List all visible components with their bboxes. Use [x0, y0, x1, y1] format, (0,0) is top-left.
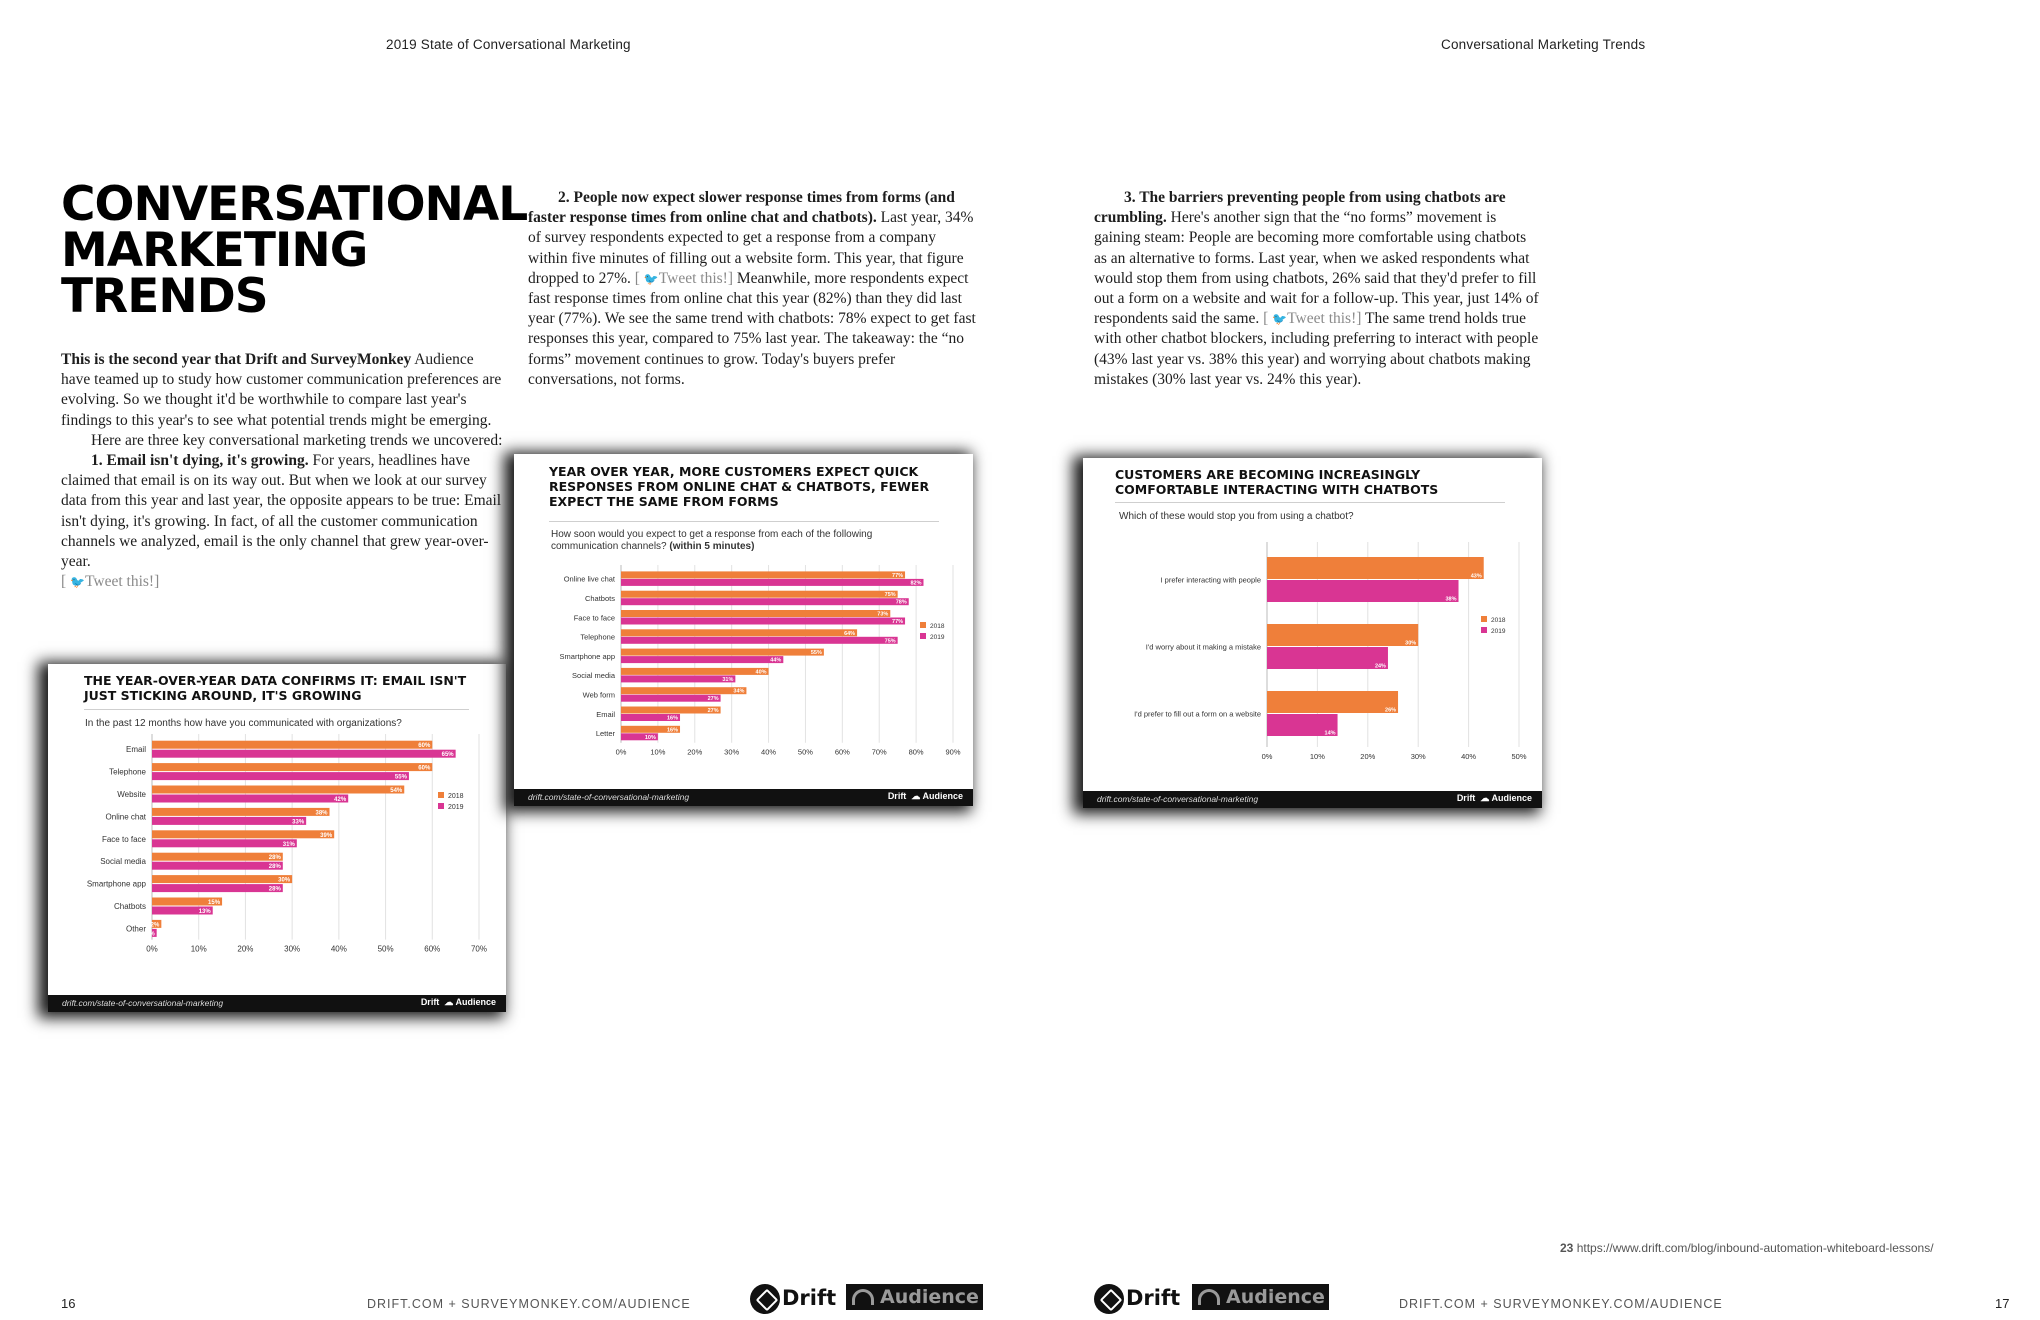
bar-2019	[621, 598, 909, 605]
legend-swatch	[920, 633, 926, 639]
cloud-icon	[852, 1289, 874, 1305]
bar-value-label: 34%	[733, 688, 745, 695]
figure-question: Which of these would stop you from using a chatbot?	[1119, 511, 1354, 522]
figure-title: THE YEAR-OVER-YEAR DATA CONFIRMS IT: EMAIL ISN'T JUST STICKING AROUND, IT'S GROWING	[84, 673, 467, 703]
x-tick-label: 0%	[615, 747, 627, 757]
bar-value-label: 2%	[150, 922, 160, 929]
x-tick-label: 30%	[724, 747, 740, 757]
x-tick-label: 60%	[424, 944, 441, 954]
bar-2018	[621, 610, 890, 617]
bar-value-label: 31%	[282, 841, 295, 848]
bar-value-label: 38%	[315, 810, 328, 817]
bar-value-label: 26%	[1385, 707, 1397, 714]
legend-swatch	[438, 792, 444, 798]
trends-intro: Here are three key conversational marketing trends we uncovered:	[91, 431, 503, 449]
bar-value-label: 28%	[268, 886, 281, 893]
bar-2018	[152, 741, 432, 749]
category-label: Other	[125, 924, 146, 934]
figure-divider	[84, 709, 469, 710]
figure-footer	[48, 995, 506, 1012]
bar-2019	[152, 862, 283, 870]
bar-2018	[621, 707, 721, 714]
intro-lead: This is the second year that Drift and SurveyMonkey	[61, 351, 412, 368]
bar-2018	[152, 875, 292, 883]
footnote-number: 23	[1560, 1241, 1574, 1255]
bar-value-label: 75%	[884, 592, 896, 599]
category-label: I'd prefer to fill out a form on a website	[1134, 709, 1261, 719]
drift-logo-icon	[750, 1284, 780, 1314]
intro-column	[61, 350, 503, 592]
bar-value-label: 65%	[441, 752, 454, 759]
figure-chatbot-blockers	[1083, 458, 1542, 808]
figure-source-url: drift.com/state-of-conversational-marketing	[62, 998, 224, 1008]
category-label: Letter	[595, 729, 615, 739]
figure-footer	[514, 789, 973, 806]
bar-2019	[1267, 580, 1459, 602]
category-label: Smartphone app	[559, 651, 615, 661]
figure-question: How soon would you expect to get a response from each of the following communication channels? (within 5 minutes)	[551, 529, 873, 552]
bar-value-label: 27%	[707, 696, 719, 703]
trend-2-column	[528, 188, 978, 390]
bar-2019	[621, 656, 783, 663]
trend-2-text-1: Last year, 34% of survey respondents expected to get a response from a company within five minutes of filling out a website form. This year, that figure dropped to 27%.	[528, 209, 974, 287]
bar-2019	[621, 579, 923, 586]
audience-mini-logo: Audience	[922, 791, 963, 801]
bar-value-label: 33%	[292, 819, 305, 826]
footnote	[1560, 1241, 1934, 1255]
footer-domains-left[interactable]: DRIFT.COM + SURVEYMONKEY.COM/AUDIENCE	[367, 1297, 691, 1311]
legend-label: 2019	[1491, 628, 1506, 635]
figure-source-url: drift.com/state-of-conversational-marketing	[1097, 794, 1259, 804]
bar-2018	[621, 571, 905, 578]
category-label: Email	[125, 745, 146, 755]
drift-logo-left: Drift	[750, 1284, 836, 1314]
bar-value-label: 30%	[278, 877, 291, 884]
x-tick-label: 90%	[945, 747, 961, 757]
x-tick-label: 0%	[146, 944, 158, 954]
x-tick-label: 80%	[908, 747, 924, 757]
x-tick-label: 40%	[330, 944, 347, 954]
bar-value-label: 13%	[198, 909, 211, 915]
bar-value-label: 27%	[707, 708, 719, 714]
bar-value-label: 44%	[770, 657, 782, 664]
bar-value-label: 78%	[895, 599, 907, 606]
legend-label: 2018	[448, 793, 464, 800]
audience-mini-logo: Audience	[455, 997, 496, 1007]
chart-chatbot-blockers	[1083, 538, 1542, 778]
trend-1-heading: 1. Email isn't dying, it's growing.	[91, 452, 309, 470]
legend-swatch	[1481, 627, 1487, 633]
category-label: Telephone	[109, 767, 146, 777]
x-tick-label: 50%	[797, 747, 813, 757]
legend-label: 2018	[930, 623, 945, 630]
category-label: I prefer interacting with people	[1160, 575, 1261, 585]
chart-email-growth	[48, 730, 506, 992]
x-tick-label: 10%	[650, 747, 666, 757]
chart-response-times	[514, 562, 973, 788]
bar-2019	[621, 675, 735, 682]
x-tick-label: 10%	[190, 944, 207, 954]
bar-value-label: 16%	[667, 727, 679, 734]
bar-value-label: 15%	[208, 900, 221, 906]
bar-value-label: 28%	[268, 855, 281, 862]
bar-value-label: 43%	[1470, 573, 1482, 580]
x-tick-label: 50%	[377, 944, 394, 954]
category-label: Chatbots	[113, 902, 146, 911]
bar-2018	[621, 668, 769, 675]
audience-mini-logo: Audience	[1491, 793, 1532, 803]
figure-response-times	[514, 454, 973, 806]
category-label: Online chat	[105, 812, 146, 822]
bar-value-label: 16%	[667, 715, 679, 722]
audience-logo-left: Audience	[846, 1284, 983, 1310]
bar-value-label: 38%	[1445, 596, 1457, 603]
legend-swatch	[920, 622, 926, 628]
bar-2018	[152, 763, 432, 771]
figure-title: YEAR OVER YEAR, MORE CUSTOMERS EXPECT QUICK RESPONSES FROM ONLINE CHAT & CHATBOTS, FEWER EXPECT THE SAME FROM FORMS	[549, 464, 930, 509]
bar-2019	[152, 795, 348, 803]
bar-2018	[1267, 691, 1398, 713]
category-label: Social media	[100, 857, 146, 867]
bar-value-label: 30%	[1405, 640, 1417, 647]
page-number-left: 16	[61, 1296, 76, 1311]
bar-2019	[152, 817, 306, 825]
bar-value-label: 54%	[390, 788, 403, 794]
running-header-right: Conversational Marketing Trends	[1441, 37, 1646, 52]
bar-value-label: 64%	[844, 630, 856, 637]
category-label: Web form	[582, 690, 615, 700]
trend-3-text-1: Here's another sign that the “no forms” movement is gaining steam: People are becoming more comfortable using chatbots as an alternative to forms. Last year, when we asked respondents what would stop them from using chatbots, 26% said that they'd prefer to fill out a form on a website and wait for a follow-up. This year, just 14% of respondents said the same.	[1094, 209, 1539, 328]
category-label: Social media	[572, 671, 615, 681]
bar-2018	[152, 808, 330, 816]
category-label: Face to face	[573, 613, 615, 623]
x-tick-label: 40%	[1461, 752, 1477, 761]
bar-value-label: 40%	[755, 669, 767, 676]
figure-footer	[1083, 791, 1542, 808]
bar-2019	[621, 695, 721, 702]
trend-3-text-2: The same trend holds true with other chatbot blockers, including preferring to interact with people (43% last year vs. 38% this year) and worrying about chatbots making mistakes (30% last year vs. 24% this year).	[1094, 310, 1539, 388]
x-tick-label: 20%	[687, 747, 703, 757]
page-title-line: CONVERSATIONAL	[61, 177, 528, 232]
bar-2018	[1267, 624, 1418, 646]
bar-2018	[152, 853, 283, 861]
bar-2019	[621, 637, 898, 644]
bar-value-label: 77%	[892, 572, 904, 579]
bar-value-label: 60%	[418, 765, 431, 772]
figure-divider	[1115, 502, 1505, 503]
bar-value-label: 75%	[884, 638, 896, 645]
trend-2-text-2: Meanwhile, more respondents expect fast response times from online chat this year (82%) than they did last year (77%). We see the same trend with chatbots: 78% expect to get fast responses this year, compared to 75% last year. The takeaway: the “no forms” movement continues to grow. Today's buyers prefer conversations, not forms.	[528, 269, 976, 388]
bar-value-label: 42%	[334, 797, 347, 803]
category-label: Telephone	[580, 632, 615, 642]
bar-value-label: 10%	[644, 734, 656, 741]
twitter-bird-icon: 🐦	[70, 575, 85, 590]
legend-swatch	[438, 803, 444, 809]
drift-logo-right: Drift	[1094, 1284, 1180, 1314]
bar-2018	[1267, 557, 1484, 579]
bar-value-label: 82%	[910, 580, 922, 587]
x-tick-label: 60%	[834, 747, 850, 757]
tweet-this-link[interactable]: [ 🐦Tweet this!]	[61, 573, 160, 591]
twitter-bird-icon: 🐦	[1272, 312, 1288, 327]
drift-mini-logo: Drift	[887, 791, 907, 801]
x-tick-label: 70%	[470, 944, 488, 954]
x-tick-label: 30%	[284, 944, 301, 954]
bar-2019	[152, 839, 297, 847]
category-label: Email	[596, 709, 615, 719]
page-title-line: TRENDS	[61, 269, 268, 324]
bar-2019	[152, 750, 456, 758]
bar-value-label: 77%	[892, 619, 904, 625]
bar-value-label: 31%	[722, 676, 734, 683]
figure-divider	[549, 521, 939, 522]
trend-3-column	[1094, 188, 1540, 390]
footer-domains-right[interactable]: DRIFT.COM + SURVEYMONKEY.COM/AUDIENCE	[1399, 1297, 1723, 1311]
bar-2019	[152, 884, 283, 892]
x-tick-label: 10%	[1309, 752, 1325, 761]
bar-2018	[152, 786, 404, 794]
legend-label: 2019	[448, 804, 464, 811]
cloud-icon	[1198, 1289, 1220, 1305]
bar-value-label: 28%	[268, 864, 281, 871]
x-tick-label: 20%	[1360, 752, 1376, 761]
bar-value-label: 14%	[1324, 730, 1336, 737]
audience-logo-right: Audience	[1192, 1284, 1329, 1310]
bar-2019	[621, 618, 905, 625]
tweet-this-link[interactable]: [ 🐦Tweet this!]	[634, 269, 734, 287]
x-tick-label: 30%	[1410, 752, 1426, 761]
drift-mini-logo: Drift	[420, 997, 440, 1007]
legend-swatch	[1481, 616, 1487, 622]
figure-logos: Drift ☁ Audience	[1456, 793, 1532, 803]
twitter-bird-icon: 🐦	[643, 271, 659, 286]
bar-2018	[621, 687, 746, 694]
bar-2018	[621, 629, 857, 636]
x-tick-label: 70%	[871, 747, 887, 757]
drift-mini-logo: Drift	[1456, 793, 1476, 803]
page-title	[61, 177, 528, 324]
bar-2019	[152, 772, 409, 780]
trend-2-heading: 2. People now expect slower response times from forms (and faster response times from online chat and chatbots).	[528, 189, 955, 227]
bar-value-label: 60%	[418, 743, 431, 750]
footnote-url[interactable]: https://www.drift.com/blog/inbound-automation-whiteboard-lessons/	[1576, 1241, 1934, 1255]
bar-value-label: 55%	[810, 650, 822, 657]
bar-value-label: 55%	[394, 774, 407, 781]
bar-2018	[621, 649, 824, 656]
intro-text: Audience have teamed up to study how customer communication preferences are evolving. So we thought it'd be worthwhile to compare last year's findings to this year's to see what potential trends might be emerging.	[61, 351, 502, 429]
figure-logos: Drift ☁ Audience	[420, 997, 496, 1007]
bar-value-label: 24%	[1374, 663, 1386, 670]
category-label: I'd worry about it making a mistake	[1145, 642, 1261, 652]
bar-value-label: 39%	[320, 832, 333, 839]
x-tick-label: 40%	[761, 747, 777, 757]
page-title-line: MARKETING	[61, 223, 368, 278]
trend-3-heading: 3. The barriers preventing people from using chatbots are crumbling.	[1094, 189, 1506, 227]
bar-value-label: 1%	[145, 931, 155, 938]
bar-2018	[621, 591, 898, 598]
legend-label: 2018	[1491, 617, 1506, 624]
legend-label: 2019	[930, 634, 945, 641]
tweet-this-link[interactable]: [ 🐦Tweet this!]	[1263, 310, 1362, 328]
figure-question: In the past 12 months how have you communicated with organizations?	[85, 718, 402, 729]
bar-value-label: 73%	[877, 611, 889, 618]
bar-2019	[1267, 647, 1388, 669]
figure-email-growth	[48, 664, 506, 1012]
category-label: Face to face	[101, 834, 146, 844]
drift-logo-icon	[1094, 1284, 1124, 1314]
trend-1-text: For years, headlines have claimed that email is on its way out. But when we look at our survey data from this year and last year, the opposite appears to be true: Email isn't dying, it's growing. In fact, of all the customer communication channels we analyzed, email is the only channel that grew year-over-year.	[61, 452, 502, 571]
figure-title: CUSTOMERS ARE BECOMING INCREASINGLY COMFORTABLE INTERACTING WITH CHATBOTS	[1115, 467, 1439, 497]
category-label: Smartphone app	[86, 879, 146, 889]
category-label: Website	[117, 790, 146, 799]
page-number-right: 17	[1995, 1296, 2010, 1311]
x-tick-label: 20%	[237, 944, 254, 954]
category-label: Online live chat	[563, 574, 615, 584]
x-tick-label: 50%	[1511, 752, 1527, 761]
category-label: Chatbots	[584, 593, 615, 603]
figure-source-url: drift.com/state-of-conversational-marketing	[528, 792, 690, 802]
bar-2018	[152, 830, 334, 838]
x-tick-label: 0%	[1261, 752, 1273, 761]
figure-logos: Drift ☁ Audience	[887, 791, 963, 801]
running-header-left: 2019 State of Conversational Marketing	[386, 37, 631, 52]
